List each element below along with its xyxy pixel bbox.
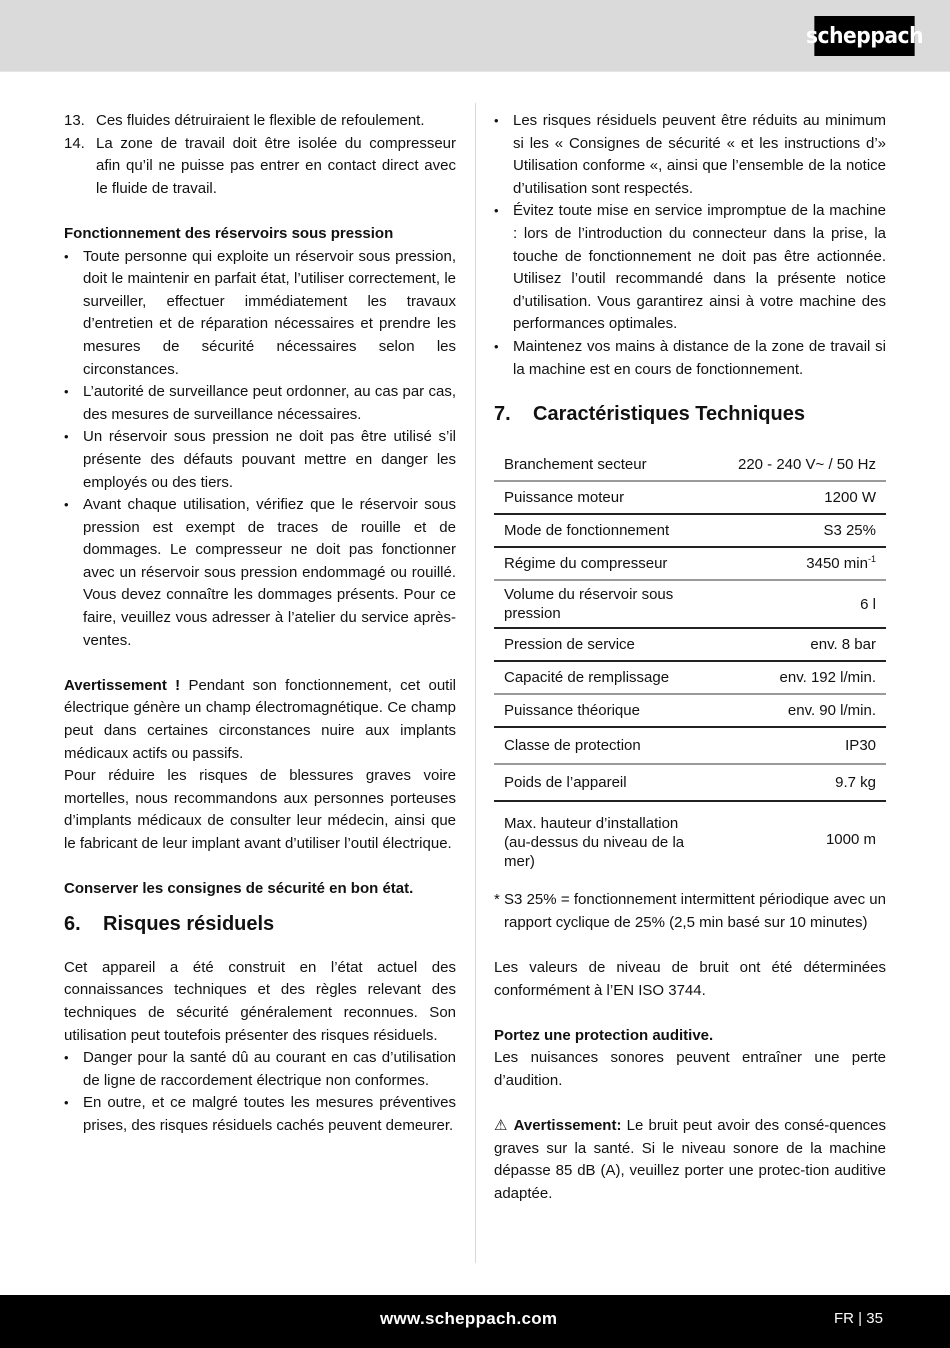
table-row (494, 801, 886, 877)
section-title: Risques résiduels (103, 912, 275, 935)
item-text: Ces fluides détruiraient le flexible de refoulement. (96, 112, 425, 129)
bullet-icon: • (494, 203, 499, 219)
footnote-asterisk: * (494, 891, 500, 909)
warning-label: Avertissement ! (64, 676, 181, 694)
spec-label: Capacité de remplissage (494, 661, 714, 694)
table-row (494, 481, 886, 514)
technical-specs-table (494, 449, 886, 877)
bullet-item (64, 381, 456, 426)
bullet-item (494, 336, 886, 381)
bullet-text: En outre, et ce malgré toutes les mesures préventives prises, des risques résiduels cachés peuvent demeurer. (83, 1094, 456, 1134)
bullet-text: Évitez toute mise en service impromptue de la machine : lors de l’introduction du connecteur dans la prise, la touche de fonctionnement ne doit pas être actionnée. Utilisez l’outil recommandé dans la présente notice d’utilisation. Vous garantirez ainsi à votre machine des performances optimales. (513, 202, 886, 333)
table-row (494, 661, 886, 694)
bullet-item (64, 246, 456, 382)
spec-value (714, 547, 886, 580)
item-text: La zone de travail doit être isolée du compresseur afin qu’il ne puisse pas entrer en contact direct avec le fluide de travail. (96, 134, 456, 197)
bullet-icon: • (64, 1095, 69, 1111)
bullet-item (494, 200, 886, 336)
section-number: 6. (64, 912, 81, 935)
bullet-text: Danger pour la santé dû au courant en cas d’utilisation de ligne de raccordement électrique non conformes. (83, 1049, 456, 1089)
warning-text: Pendant son fonctionnement, cet outil électrique génère un champ électromagnétique. Ce champ peut dans certaines circonstances nuire aux implants médicaux actifs ou passifs. (64, 676, 456, 762)
spec-value: env. 192 l/min. (714, 661, 886, 694)
bullet-text: Maintenez vos mains à distance de la zone de travail si la machine est en cours de fonctionnement. (513, 337, 886, 378)
spec-label: Régime du compresseur (494, 547, 714, 580)
section-title: Caractéristiques Techniques (533, 403, 805, 426)
table-row (494, 449, 886, 481)
table-row (494, 764, 886, 801)
bullet-item (64, 494, 456, 652)
duty-cycle-footnote (494, 889, 886, 934)
bullet-icon: • (64, 1050, 69, 1066)
right-column (494, 110, 886, 1205)
item-number: 13. (64, 112, 85, 129)
spec-value-exponent: -1 (867, 554, 876, 565)
spec-value: 220 - 240 V~ / 50 Hz (714, 449, 886, 481)
spec-value: S3 25% (714, 514, 886, 547)
bullet-text: Un réservoir sous pression ne doit pas être utilisé s’il présente des défauts pouvant mettre en danger les employés ou des tiers. (83, 428, 456, 491)
spec-label: Branchement secteur (494, 449, 714, 481)
spec-label: Mode de fonctionnement (494, 514, 714, 547)
bullet-icon: • (64, 248, 69, 264)
item-number: 14. (64, 134, 85, 152)
table-row (494, 694, 886, 727)
table-row (494, 547, 886, 580)
warning-label: Avertissement: (513, 1117, 622, 1135)
implant-advice-paragraph: Pour réduire les risques de blessures graves voire mortelles, nous recommandons aux personnes porteuses d’implants médicaux de consulter leur médecin, ainsi que le fabricant de leur implant avant d’utiliser l’outil électrique. (64, 767, 456, 852)
bullet-item (64, 426, 456, 494)
bullet-item (494, 110, 886, 200)
hearing-loss-note: Les nuisances sonores peuvent entraîner une perte d’audition. (494, 1049, 886, 1089)
table-row (494, 727, 886, 764)
bullet-icon: • (64, 384, 69, 400)
bullet-text: Les risques résiduels peuvent être réduits au minimum si les « Consignes de sécurité « et les instructions d’» Utilisation conforme «, ainsi que l’ensemble de la notice d’utilisation sont respectés. (513, 112, 886, 197)
bullet-item (64, 1047, 456, 1092)
hearing-protection-heading: Portez une protection auditive. (494, 1026, 714, 1044)
language-code: FR (834, 1310, 854, 1327)
bullet-icon: • (494, 338, 499, 354)
bullet-icon: • (64, 429, 69, 445)
bullet-text: Avant chaque utilisation, vérifiez que le réservoir sous pression est exempt de traces de rouille et de dommages. Le compresseur ne doit pas fonctionner avec un réservoir sous pression endommagé ou rouillé. Vous devez connaître les dommages présents. Pour ce faire, veuillez vous adresser à l’atelier du service après-ventes. (83, 496, 456, 649)
spec-label: Pression de service (494, 628, 714, 661)
page-indicator (834, 1310, 883, 1327)
bullet-text: Toute personne qui exploite un réservoir sous pression, doit le maintenir en parfait état, l’utiliser correctement, le surveiller, effectuer immédiatement les travaux d’entretien et de réparation nécessaires et prendre les mesures de sécurité nécessaires selon les circonstances. (83, 247, 456, 378)
page-footer (0, 1295, 950, 1348)
spec-label: Puissance théorique (494, 694, 714, 727)
spec-label: Puissance moteur (494, 481, 714, 514)
page-header (0, 0, 950, 72)
spec-label: Classe de protection (494, 727, 714, 764)
warning-text: Le bruit peut avoir des consé-quences graves sur la santé. Si le niveau sonore de la machine dépasse 85 dB (A), veuillez porter une protec-tion auditive adaptée. (494, 1117, 886, 1202)
table-row (494, 628, 886, 661)
warning-triangle-icon: ⚠ (494, 1117, 509, 1135)
spec-label: Volume du réservoir sous pression (494, 580, 714, 628)
bullet-icon: • (64, 497, 69, 513)
residual-risks-intro: Cet appareil a été construit en l’état actuel des connaissances techniques et des règles relevant des techniques de sécurité généralement reconnues. Son utilisation peut toutefois présenter des risques résiduels. (64, 958, 456, 1044)
noise-standard-note: Les valeurs de niveau de bruit ont été déterminées conformément à l’EN ISO 3744. (494, 958, 886, 999)
separator: | (858, 1310, 863, 1327)
footnote-text: S3 25% = fonctionnement intermittent périodique avec un rapport cyclique de 25% (2,5 min basé sur 10 minutes) (504, 891, 886, 931)
spec-value: 1200 W (714, 481, 886, 514)
left-column (64, 110, 456, 1138)
keep-instructions-note: Conserver les consignes de sécurité en bon état. (64, 880, 414, 898)
column-divider (475, 103, 476, 1263)
bullet-icon: • (494, 113, 499, 128)
spec-value: 6 l (714, 580, 886, 628)
spec-value: env. 90 l/min. (714, 694, 886, 727)
pressure-tanks-heading: Fonctionnement des réservoirs sous pression (64, 224, 394, 242)
website-link[interactable]: www.scheppach.com (380, 1309, 558, 1328)
spec-value: IP30 (714, 727, 886, 764)
spec-value: env. 8 bar (714, 628, 886, 661)
spec-value: 1000 m (825, 831, 876, 849)
spec-label: Max. hauteur d’installation (au-dessus du niveau de la mer) (504, 815, 685, 871)
spec-label: Poids de l’appareil (494, 764, 714, 801)
scheppach-logo: scheppach (814, 16, 914, 56)
noise-warning-paragraph (494, 1115, 886, 1205)
section-6-heading (64, 911, 456, 937)
spec-value: 9.7 kg (714, 764, 886, 801)
emf-warning-paragraph (64, 675, 456, 765)
section-7-heading (494, 401, 886, 427)
page-number: 35 (866, 1310, 883, 1327)
numbered-item-13 (64, 110, 456, 133)
bullet-item (64, 1092, 456, 1137)
spec-value-text: 3450 min (806, 555, 868, 573)
numbered-item-14 (64, 133, 456, 201)
table-row (494, 514, 886, 547)
table-row (494, 580, 886, 628)
bullet-text: L’autorité de surveillance peut ordonner, au cas par cas, des mesures de surveillance nécessaires. (83, 383, 456, 423)
section-number: 7. (494, 403, 511, 426)
